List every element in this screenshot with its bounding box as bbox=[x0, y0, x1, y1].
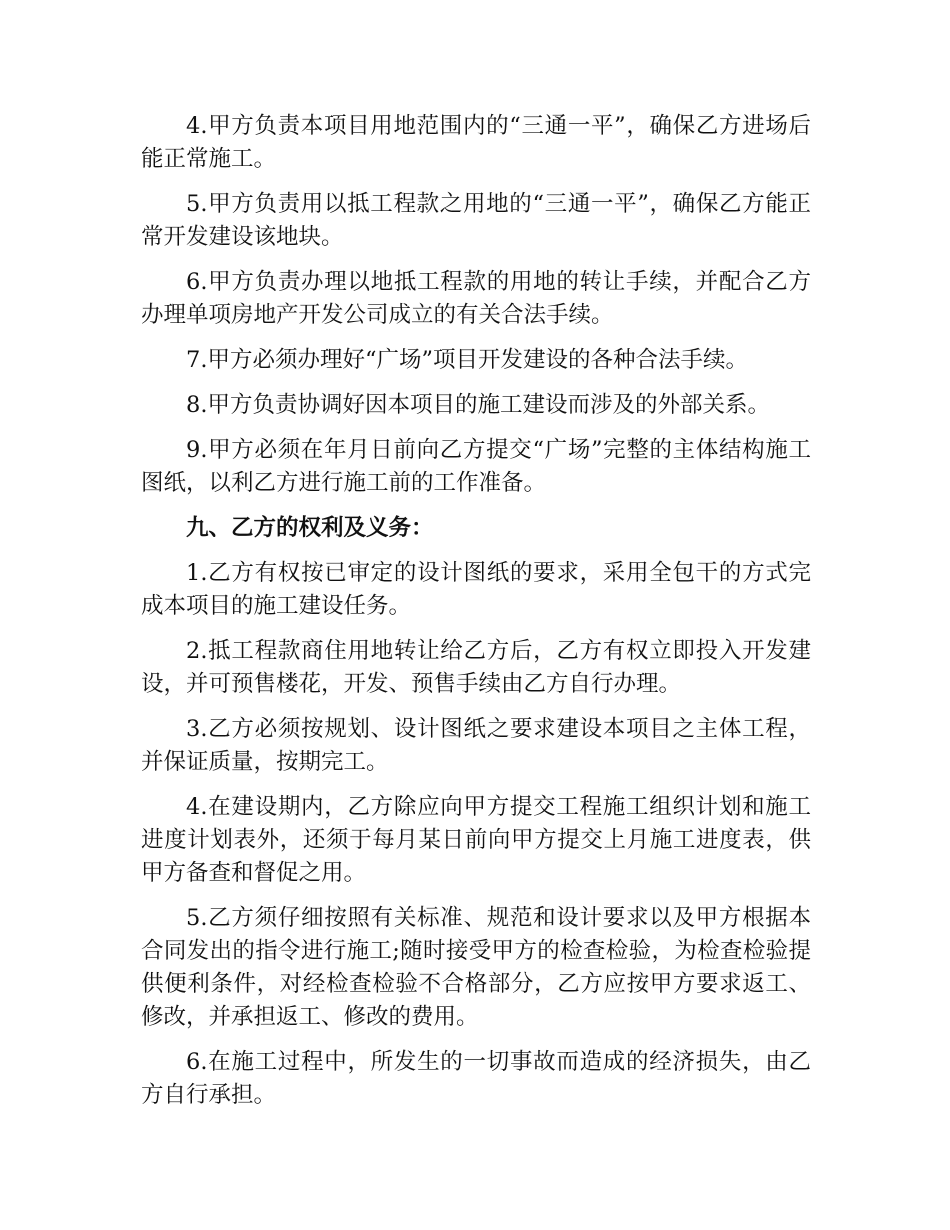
clause-a6: 6.甲方负责办理以地抵工程款的用地的转让手续，并配合乙方办理单项房地产开发公司成立的有关合法手续。 bbox=[141, 269, 811, 328]
clause-a7: 7.甲方必须办理好“广场”项目开发建设的各种合法手续。 bbox=[186, 347, 748, 373]
clause-b1: 1.乙方有权按已审定的设计图纸的要求，采用全包干的方式完成本项目的施工建设任务。 bbox=[141, 560, 811, 619]
clause-b2: 2.抵工程款商住用地转让给乙方后，乙方有权立即投入开发建设，并可预售楼花，开发、预售手续由乙方自行办理。 bbox=[141, 638, 811, 697]
clause-b6: 6.在施工过程中，所发生的一切事故而造成的经济损失，由乙方自行承担。 bbox=[141, 1049, 811, 1108]
clause-b5: 5.乙方须仔细按照有关标准、规范和设计要求以及甲方根据本合同发出的指令进行施工;随时接受甲方的检查检验，为检查检验提供便利条件，对经检查检验不合格部分，乙方应按甲方要求返工、修改，并承担返工、修改的费用。 bbox=[141, 905, 811, 1030]
clause-a8: 8.甲方负责协调好因本项目的施工建设而涉及的外部关系。 bbox=[186, 392, 770, 418]
clause-a4: 4.甲方负责本项目用地范围内的“三通一平”，确保乙方进场后能正常施工。 bbox=[141, 113, 811, 172]
clause-a9: 9.甲方必须在年月日前向乙方提交“广场”完整的主体结构施工图纸，以利乙方进行施工前的工作准备。 bbox=[141, 437, 811, 496]
clause-b3: 3.乙方必须按规划、设计图纸之要求建设本项目之主体工程，并保证质量，按期完工。 bbox=[141, 716, 811, 775]
clause-a5: 5.甲方负责用以抵工程款之用地的“三通一平”，确保乙方能正常开发建设该地块。 bbox=[141, 191, 811, 250]
section-heading-nine: 九、乙方的权利及义务： bbox=[186, 515, 434, 541]
clause-b4: 4.在建设期内，乙方除应向甲方提交工程施工组织计划和施工进度计划表外，还须于每月某日前向甲方提交上月施工进度表，供甲方备查和督促之用。 bbox=[141, 794, 811, 886]
document-body bbox=[141, 110, 811, 1112]
